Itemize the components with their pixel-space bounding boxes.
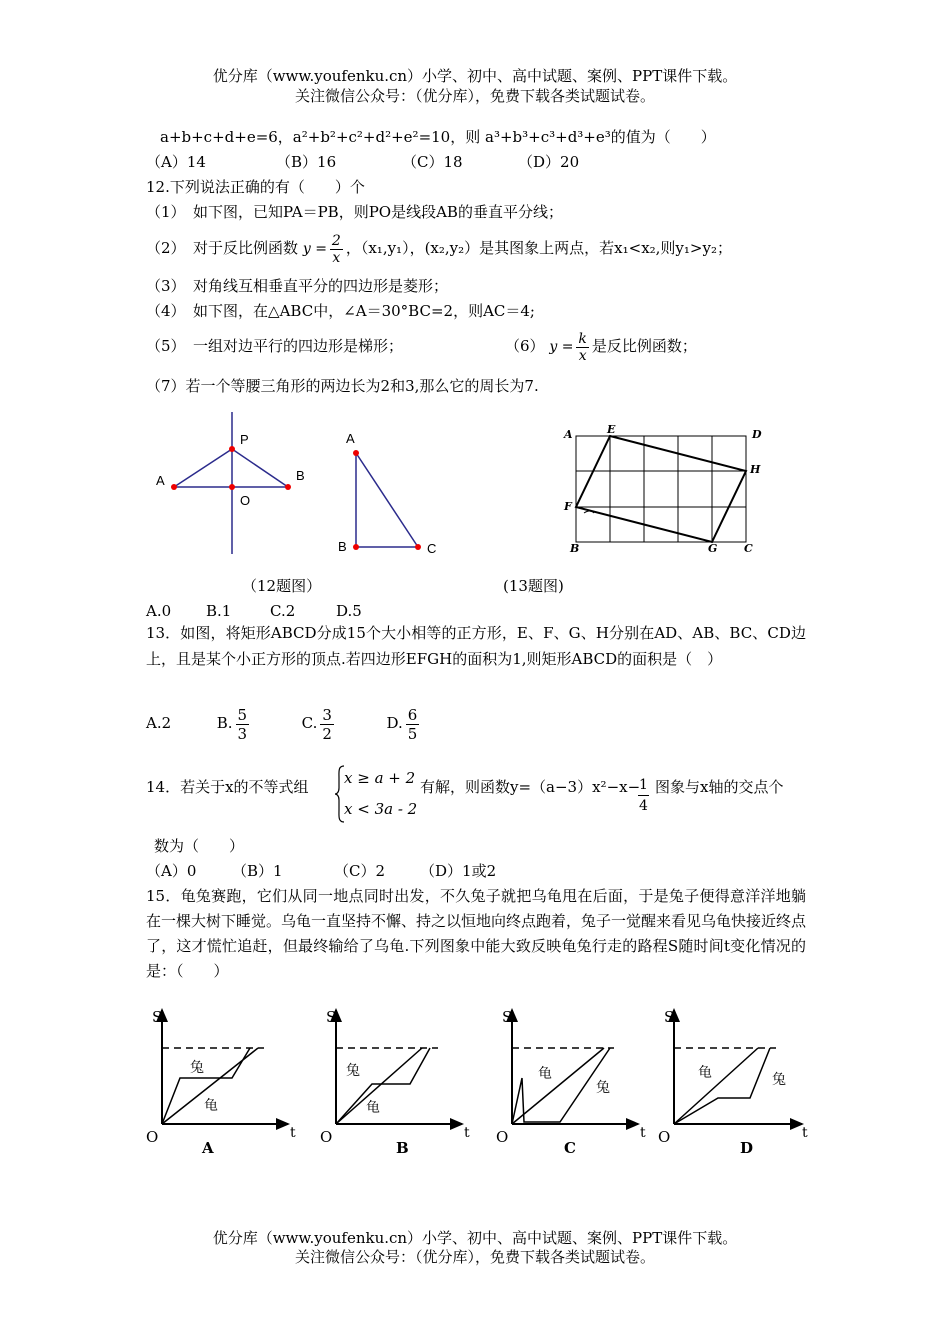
side-ac	[356, 453, 418, 547]
q12-statement-6	[505, 328, 697, 365]
origin: O	[496, 1128, 509, 1146]
turtle-path	[336, 1048, 430, 1124]
q12-s2-y: y =	[302, 241, 327, 257]
q12-figure-triangle	[330, 425, 450, 560]
q14-option-b: （B）1	[232, 862, 283, 880]
label-d: D	[752, 428, 762, 441]
graph-a	[146, 1008, 296, 1157]
rabbit-label: 兔	[772, 1072, 786, 1088]
label-a: A	[564, 428, 573, 441]
quadrilateral-efgh	[576, 436, 746, 542]
q12-s6-num: k	[578, 330, 587, 347]
q15-graphs	[140, 1000, 820, 1165]
label-o: O	[240, 493, 251, 508]
q13-b-den: 3	[237, 724, 248, 743]
q14-frac-num: 1	[638, 775, 649, 796]
turtle-label: 龟	[698, 1065, 712, 1081]
label-g: G	[708, 542, 718, 555]
q13-text: 13．如图，将矩形ABCD分成15个大小相等的正方形，E、F、G、H分别在AD、AB、BC、CD边上，且是某个小正方形的顶点.若四边形EFGH的面积为1,则矩形ABCD的面积是（ ）	[146, 624, 806, 668]
q12-statement-3: （3） 对角线互相垂直平分的四边形是菱形；	[146, 277, 449, 295]
point-b	[285, 484, 291, 490]
origin: O	[320, 1128, 333, 1146]
q13-c-den: 2	[322, 724, 332, 743]
label-c: C	[744, 542, 753, 555]
rabbit-label: 兔	[346, 1063, 360, 1079]
point-o	[229, 484, 235, 490]
point-a	[353, 450, 359, 456]
footer-line-2: 关注微信公众号：（优分库），免费下载各类试题试卷。	[294, 1248, 655, 1266]
q13-d-num: 6	[407, 705, 418, 724]
segment-pb	[232, 449, 288, 487]
axis-s: S	[326, 1008, 337, 1026]
rabbit-path	[674, 1048, 770, 1124]
label-b: B	[570, 542, 580, 555]
q14-inequality-2: x < 3a - 2	[344, 800, 418, 818]
q13-option-d-frac	[406, 706, 420, 743]
q12-statement-7: （7）若一个等腰三角形的两边长为2和3,那么它的周长为7.	[146, 377, 539, 395]
label-b: B	[338, 539, 347, 554]
q14-option-a: （A）0	[146, 862, 197, 880]
q12-s6-suffix: 是反比例函数；	[591, 337, 697, 355]
q13-c-num: 3	[322, 705, 332, 724]
q15-text: 15．龟兔赛跑，它们从同一地点同时出发，不久兔子就把乌龟甩在后面，于是兔子便得意洋洋地躺在一棵大树下睡觉。乌龟一直坚持不懈、持之以恒地向终点跑着，兔子一觉醒来看见乌龟快接近终点了，这才慌忙追赶，但最终输给了乌龟.下列图象中能大致反映龟兔行走的路程S随时间t变化情况的是：（ ）	[146, 887, 807, 980]
label-p: P	[240, 432, 249, 447]
q12-s2-fraction	[330, 233, 343, 266]
label-a: A	[346, 431, 355, 446]
point-b	[353, 544, 359, 550]
q14-frac-den: 4	[639, 798, 648, 814]
q14-line-2: 数为（ ）	[154, 837, 245, 855]
q14-suffix: 图象与x轴的交点个	[655, 778, 784, 796]
q13-option-c: C.	[301, 714, 318, 732]
q12-s2-num: 2	[331, 232, 341, 249]
angle-mark	[584, 511, 594, 513]
graph-c	[496, 1008, 646, 1157]
q14-middle: 有解，则函数y=（a−3）x²−x−	[420, 778, 641, 796]
q11-option-a: （A）14	[146, 153, 206, 171]
q13-option-a: A.2	[146, 714, 172, 732]
q14-option-c: （C）2	[334, 862, 386, 880]
q12-statement-5: （5） 一组对边平行的四边形是梯形；	[146, 337, 404, 355]
q14-inequality-1: x ≥ a + 2	[344, 769, 416, 787]
origin: O	[658, 1128, 671, 1146]
origin: O	[146, 1128, 159, 1146]
q12-s2-den: x	[332, 249, 341, 266]
q13-option-b-frac	[236, 706, 250, 743]
q13-options	[146, 703, 422, 743]
turtle-path	[512, 1048, 604, 1124]
q13-b-num: 5	[237, 705, 248, 724]
q12-option-d: D.5	[336, 602, 362, 620]
q12-option-c: C.2	[270, 602, 296, 620]
header-line-2: 关注微信公众号：（优分库），免费下载各类试题试卷。	[294, 87, 655, 105]
turtle-path	[674, 1048, 758, 1124]
q13-option-c-frac	[320, 706, 334, 743]
axis-t: t	[802, 1125, 808, 1141]
axis-s: S	[664, 1008, 675, 1026]
footer-line-1: 优分库（www.youfenku.cn）小学、初中、高中试题、案例、PPT课件下载。	[212, 1229, 738, 1247]
label-c: C	[427, 541, 437, 556]
label-f: F	[564, 500, 572, 513]
graph-b	[320, 1008, 470, 1157]
q13-option-b: B.	[216, 714, 233, 732]
axis-t: t	[290, 1125, 296, 1141]
label-b: B	[296, 468, 305, 483]
q14-prefix: 14．若关于x的不等式组	[146, 778, 309, 796]
label-a: A	[156, 473, 165, 488]
q12-figure-bisector	[150, 408, 320, 558]
point-p	[229, 446, 235, 452]
q11-option-b: （B）16	[276, 153, 337, 171]
q12-option-a: A.0	[146, 602, 172, 620]
q13-figure-grid	[560, 420, 770, 560]
graph-label-d: D	[740, 1139, 754, 1157]
turtle-label: 龟	[366, 1100, 380, 1116]
rabbit-label: 兔	[190, 1060, 204, 1076]
q12-s6-prefix: （6）	[505, 337, 545, 355]
q12-statement-2	[146, 230, 732, 267]
axis-s: S	[152, 1008, 163, 1026]
q12-s6-y: y =	[549, 339, 574, 355]
rabbit-label: 兔	[596, 1080, 610, 1096]
q11-option-c: （C）18	[402, 153, 463, 171]
q12-title: 12.下列说法正确的有（ ）个	[146, 178, 365, 196]
label-h: H	[750, 463, 761, 476]
q13-figure-caption: (13题图)	[503, 577, 564, 595]
header-line-1: 优分库（www.youfenku.cn）小学、初中、高中试题、案例、PPT课件下载。	[212, 67, 738, 85]
q11-stem: a+b+c+d+e=6，a²+b²+c²+d²+e²=10，则 a³+b³+c³+d³+e³的值为（ ）	[160, 128, 716, 146]
q13-option-d: D.	[386, 714, 403, 732]
label-e: E	[607, 423, 616, 436]
q14-fraction	[638, 775, 649, 816]
q12-s2-prefix: （2） 对于反比例函数	[146, 239, 299, 257]
graph-label-a: A	[202, 1139, 214, 1157]
q13-d-den: 5	[407, 724, 418, 743]
segment-pa	[174, 449, 232, 487]
q12-s2-suffix: ，（x₁,y₁），(x₂,y₂）是其图象上两点，若x₁<x₂,则y₁>y₂；	[345, 239, 732, 257]
axis-t: t	[640, 1125, 646, 1141]
axis-t: t	[464, 1125, 470, 1141]
graph-label-c: C	[564, 1139, 576, 1157]
point-c	[415, 544, 421, 550]
q14-option-d: （D）1或2	[420, 862, 497, 880]
q12-option-b: B.1	[206, 602, 232, 620]
q11-option-d: （D）20	[518, 153, 580, 171]
q12-figure-caption: （12题图）	[242, 577, 322, 595]
turtle-label: 龟	[538, 1066, 552, 1082]
q12-statement-1: （1） 如下图，已知PA＝PB，则PO是线段AB的垂直平分线；	[146, 203, 563, 221]
axis-s: S	[502, 1008, 513, 1026]
q12-statement-4: （4） 如下图，在△ABC中，∠A＝30°BC=2，则AC＝4;	[146, 302, 535, 320]
q12-s6-fraction	[576, 331, 588, 364]
graph-label-b: B	[396, 1139, 409, 1157]
q12-s6-den: x	[578, 347, 587, 364]
graph-d	[658, 1008, 808, 1157]
turtle-label: 龟	[204, 1098, 218, 1114]
point-a	[171, 484, 177, 490]
